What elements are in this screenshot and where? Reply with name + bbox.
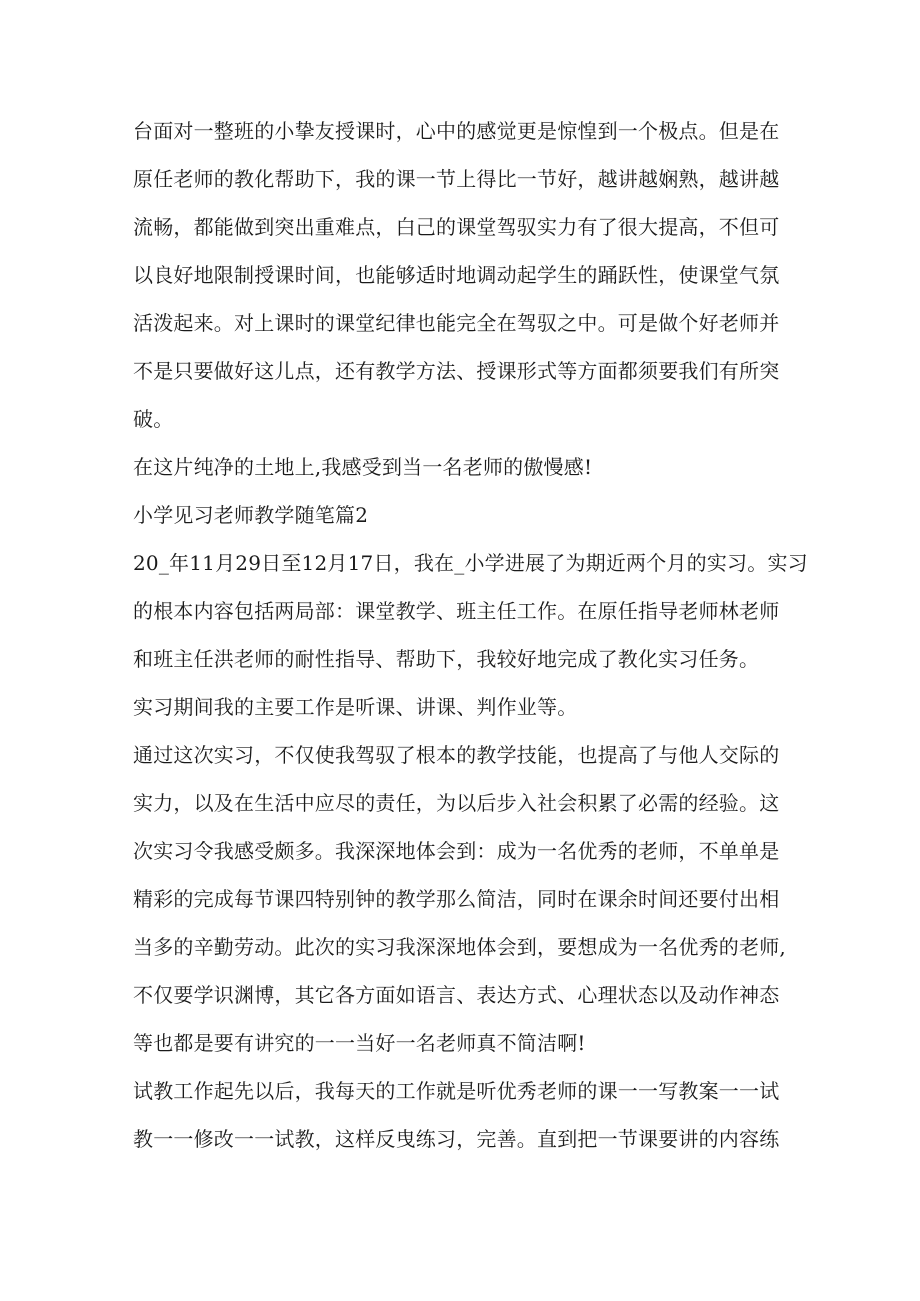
paragraph-internship-intro [133,539,808,683]
text-line: 试教工作起先以后，我每天的工作就是听优秀老师的课一一写教案一一试 [133,1079,780,1103]
text-line: 破。 [133,407,174,431]
text-line: 通过这次实习，不仅使我驾驭了根本的教学技能，也提高了与他人交际的 [133,743,780,767]
text-line: 流畅，都能做到突出重难点，白己的课堂驾驭实力有了很大提高，不但可 [133,215,780,239]
text-line: 次实习令我感受颇多。我深深地体会到：成为一名优秀的老师，不单单是 [133,839,780,863]
text-line: 实力，以及在生活中应尽的责任，为以后步入社会积累了必需的经验。这 [133,791,780,815]
text-line: 以良好地限制授课时间，也能够适时地调动起学生的踊跃性，使课堂气氛 [133,263,780,287]
text-line: 教一一修改一一试教，这样反曳练习，完善。直到把一节课要讲的内容练 [133,1127,780,1151]
text-line: 20_年11月29日至12月17日，我在_小学进展了为期近两个月的实习。实习 [133,551,808,575]
text-line: 不是只要做好这儿点，还有教学方法、授课形式等方面都须要我们有所突 [133,359,780,383]
text-line: 在这片纯净的土地上,我感受到当一名老师的傲慢感! [133,455,593,479]
paragraph-trial-teaching [133,1067,793,1163]
text-line: 原任老师的教化帮助下，我的课一节上得比一节好，越讲越娴熟，越讲越 [133,167,780,191]
section-heading [133,491,793,539]
heading-text: 小学见习老师教学随笔篇2 [133,503,369,527]
paragraph-pride [133,443,793,491]
text-line: 精彩的完成每节课四特别钟的教学那么简洁，同时在课余时间还要付出相 [133,887,780,911]
text-line: 的根本内容包括两局部：课堂教学、班主任工作。在原任指导老师林老师 [133,599,780,623]
text-line: 和班主任洪老师的耐性指导、帮助下，我较好地完成了教化实习任务。 [133,647,760,671]
text-line: 台面对一整班的小挚友授课时，心中的感觉更是惊惶到一个极点。但是在 [133,119,780,143]
text-line: 实习期间我的主要工作是听课、讲课、判作业等。 [133,695,578,719]
text-line: 当多的辛勤劳动。此次的实习我深深地体会到，要想成为一名优秀的老师, [133,935,786,959]
text-line: 活泼起来。对上课时的课堂纪律也能完全在驾驭之中。可是做个好老师并 [133,311,780,335]
paragraph-reflection [133,731,793,1067]
text-line: 等也都是要有讲究的一一当好一名老师真不简洁啊! [133,1031,586,1055]
text-line: 不仅要学识渊博，其它各方面如语言、表达方式、心理状态以及动作神态 [133,983,780,1007]
paragraph-main-work [133,683,793,731]
document-body [133,107,808,1163]
paragraph-teaching-experience [133,107,793,443]
